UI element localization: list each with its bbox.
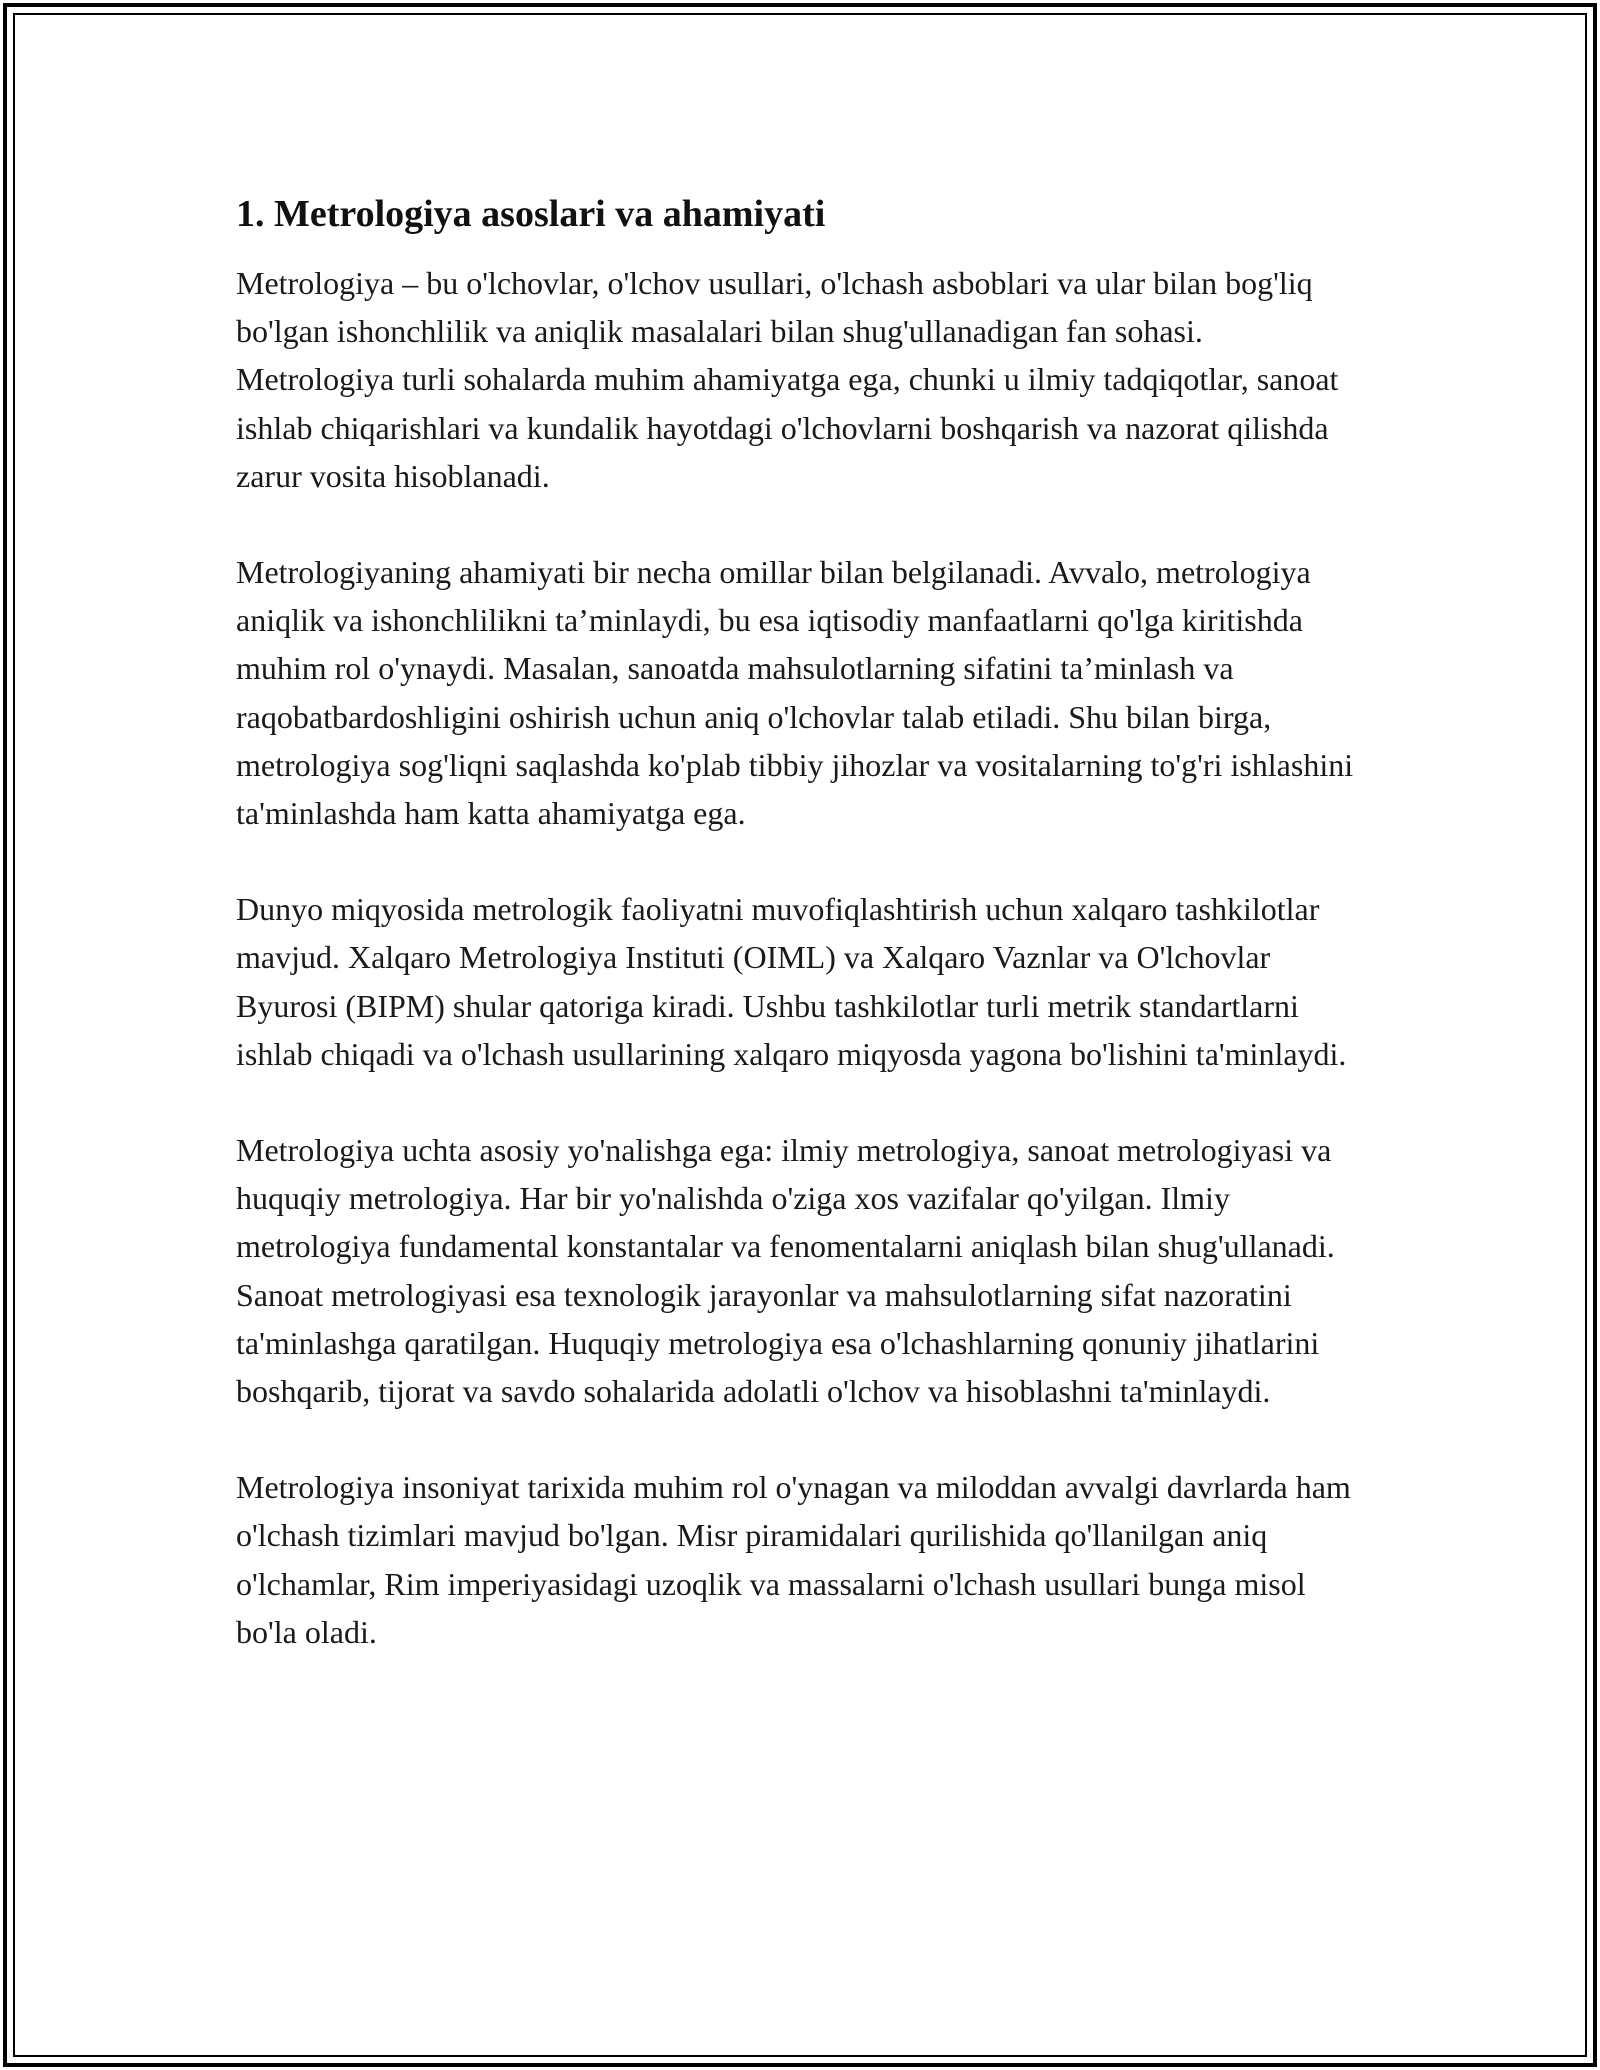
section-title: 1. Metrologiya asoslari va ahamiyati — [236, 193, 826, 235]
paragraph-directions: Metrologiya uchta asosiy yo'nalishga ega: ilmiy metrologiya, sanoat metrologiyasi va huquqiy metrologiya. Har bir yo'nalishda o'ziga xos vazifalar qo'yilgan. Ilmiy metrologiya fundamental konstantalar va fenomentalarni aniqlash bilan shug'ullanadi. Sanoat metrologiyasi esa texnologik jarayonlar va mahsulotlarning sifat nazoratini ta'minlashga qaratilgan. Huquqiy metrologiya esa o'lchashlarning qonuniy jihatlarini boshqarib, tijorat va savdo sohalarida adolatli o'lchov va hisoblashni ta'minlaydi. — [236, 1132, 1335, 1410]
paragraph-history: Metrologiya insoniyat tarixida muhim rol o'ynagan va miloddan avvalgi davrlarda ham o'lchash tizimlari mavjud bo'lgan. Misr piramidalari qurilishida qo'llanilgan aniq o'lchamlar, Rim imperiyasidagi uzoqlik va massalarni o'lchash usullari bunga misol bo'la oladi. — [236, 1469, 1351, 1650]
paragraph-importance: Metrologiyaning ahamiyati bir necha omillar bilan belgilanadi. Avvalo, metrologiya aniqlik va ishonchlilikni ta’minlaydi, bu esa iqtisodiy manfaatlarni qo'lga kiritishda muhim rol o'ynaydi. Masalan, sanoatda mahsulotlarning sifatini ta’minlash va raqobatbardoshligini oshirish uchun aniq o'lchovlar talab etiladi. Shu bilan birga, metrologiya sog'liqni saqlashda ko'plab tibbiy jihozlar va vositalarning to'g'ri ishlashini ta'minlashda ham katta ahamiyatga ega. — [236, 554, 1354, 832]
paragraph-definition: Metrologiya – bu o'lchovlar, o'lchov usullari, o'lchash asboblari va ular bilan bog'liq bo'lgan ishonchlilik va aniqlik masalalari bilan shug'ullanadigan fan sohasi. Metrologiya turli sohalarda muhim ahamiyatga ega, chunki u ilmiy tadqiqotlar, sanoat ishlab chiqarishlari va kundalik hayotdagi o'lchovlarni boshqarish va nazorat qilishda zarur vosita hisoblanadi. — [236, 265, 1339, 494]
paragraph-international-organizations: Dunyo miqyosida metrologik faoliyatni muvofiqlashtirish uchun xalqaro tashkilotlar mavjud. Xalqaro Metrologiya Instituti (OIML) va Xalqaro Vaznlar va O'lchovlar Byurosi (BIPM) shular qatoriga kiradi. Ushbu tashkilotlar turli metrik standartlarni ishlab chiqadi va o'lchash usullarining xalqaro miqyosda yagona bo'lishini ta'minlaydi. — [236, 891, 1347, 1072]
document-page — [236, 188, 1366, 1704]
